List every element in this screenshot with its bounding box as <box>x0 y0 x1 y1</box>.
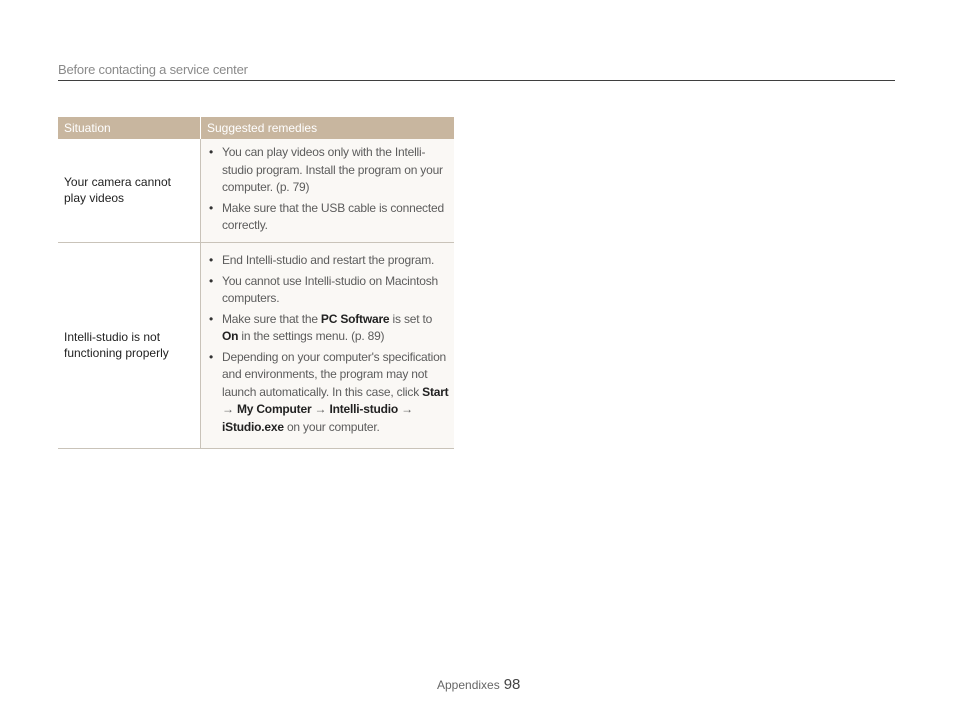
situation-cell: Your camera cannot play videos <box>58 139 201 242</box>
list-item: • You cannot use Intelli-studio on Macintosh computers. <box>209 273 438 305</box>
arrow-right-icon: → <box>311 402 330 416</box>
list-item: • Depending on your computer's specification and environments, the program may not launch automatically. In this case, click Start → My Computer → Intelli-studio → iStudio.exe on your computer. <box>209 349 449 434</box>
troubleshooting-table <box>58 117 454 449</box>
table-header-row <box>58 117 454 139</box>
column-header-situation: Situation <box>58 117 201 139</box>
table-row <box>58 242 454 448</box>
arrow-right-icon: → <box>222 402 237 416</box>
path-start: Start <box>422 384 449 399</box>
remedies-cell <box>201 242 455 448</box>
remedies-list <box>208 252 450 436</box>
list-item: • Make sure that the USB cable is connected correctly. <box>209 200 444 232</box>
header-divider <box>58 80 895 81</box>
path-istudio-exe: iStudio.exe <box>222 419 284 434</box>
bullet-icon: • <box>209 311 214 326</box>
remedies-cell <box>201 139 455 242</box>
table-row <box>58 139 454 242</box>
menu-value-on: On <box>222 329 239 343</box>
page-footer <box>437 676 520 694</box>
bullet-icon: • <box>209 273 214 288</box>
list-item: • End Intelli-studio and restart the program. <box>208 252 450 270</box>
page-number: 98 <box>503 676 521 693</box>
situation-cell: Intelli-studio is not functioning properly <box>58 242 201 448</box>
bullet-icon: • <box>209 253 214 267</box>
path-my-computer: My Computer <box>236 402 312 416</box>
arrow-right-icon: → <box>398 402 413 416</box>
page-header-title: Before contacting a service center <box>58 62 248 77</box>
column-header-remedies: Suggested remedies <box>201 117 455 139</box>
list-item: • You can play videos only with the Intelli-studio program. Install the program on your computer. (p. 79) <box>209 145 443 194</box>
footer-section-label: Appendixes <box>437 678 500 692</box>
menu-option-pc-software: PC Software <box>320 311 390 326</box>
bullet-icon: • <box>209 349 214 364</box>
bullet-icon: • <box>209 145 214 159</box>
remedies-list <box>208 144 450 235</box>
path-intelli-studio: Intelli-studio <box>329 402 399 416</box>
list-item: • Make sure that the PC Software is set to On in the settings menu. (p. 89) <box>209 311 433 343</box>
bullet-icon: • <box>209 200 214 215</box>
